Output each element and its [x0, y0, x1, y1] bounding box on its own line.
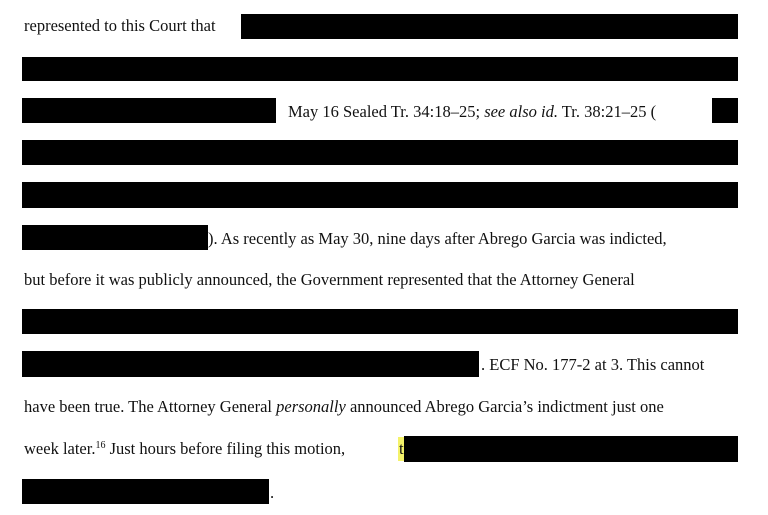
- citation-transcript: Tr. 38:21–25 (: [557, 102, 657, 121]
- text-line-1: represented to this Court that: [24, 16, 216, 35]
- redaction-bar: [22, 479, 269, 504]
- text-line-11: week later.$^{16}$ Just hours before filing this motion,: [24, 439, 346, 458]
- footnote-reference: 16: [95, 440, 106, 451]
- citation-sealed-transcript: May 16 Sealed Tr. 34:18–25;: [288, 102, 485, 121]
- highlighted-char: t: [399, 439, 404, 458]
- redaction-bar: [22, 351, 479, 377]
- text-line-6: ). As recently as May 30, nine days after Abrego Garcia was indicted,: [208, 229, 667, 248]
- redaction-bar: [22, 57, 738, 81]
- text-line-12: .: [270, 483, 275, 502]
- redaction-bar: [712, 98, 738, 123]
- redaction-bar: [22, 140, 738, 165]
- redaction-bar: [241, 14, 738, 39]
- redaction-bar: [22, 98, 276, 123]
- text-line-9: . ECF No. 177-2 at 3. This cannot: [481, 355, 705, 374]
- see-also-signal: see also id.: [484, 102, 558, 121]
- redaction-bar: [22, 182, 738, 208]
- redaction-bar: [22, 225, 208, 250]
- redaction-bar: [404, 436, 738, 462]
- emphasis-personally: personally: [276, 397, 346, 416]
- text-line-7: but before it was publicly announced, the Government represented that the Attorney General: [24, 270, 635, 289]
- text-line-10: have been true. The Attorney General personally announced Abrego Garcia’s indictment just one: [24, 397, 664, 416]
- redaction-bar: [22, 309, 738, 334]
- citation-text: [288, 102, 656, 122]
